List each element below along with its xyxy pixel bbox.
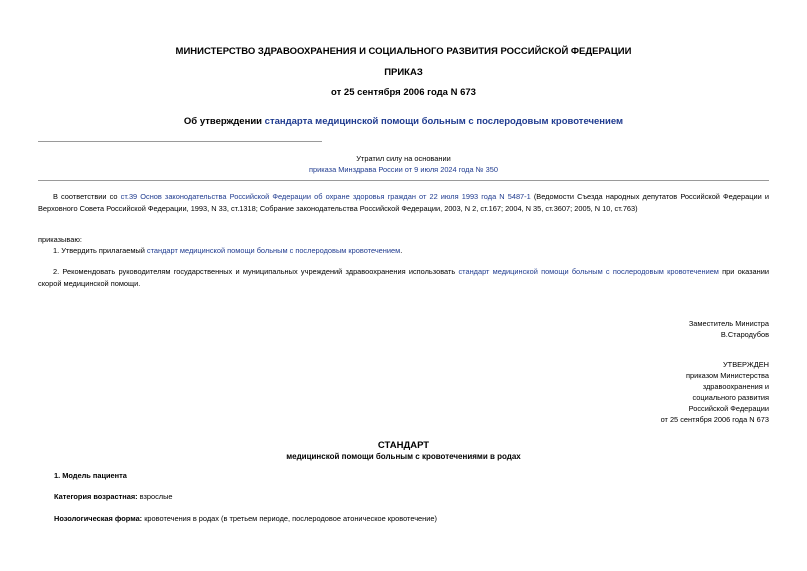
nosology-value: кровотечения в родах (в третьем периоде, послеродовое атоническое кровотечение) xyxy=(142,514,437,523)
order-title-prefix: Об утверждении xyxy=(183,116,265,127)
preamble-rest: (Ведомости Съезда народных депутатов Российской Федерации и Верховного Совета Российской Федерации, 1993, N 33, ст.1318; Собрание законодательства Российской Федерации, 2003, N 2, ст.167; 2004, N 35, ст.3607; 2005, N 10, ст.763) xyxy=(38,192,769,213)
preamble-law-link[interactable]: ст.39 Основ законодательства Российской Федерации об охране здоровья граждан от 22 июля 1993 года N 5487-1 xyxy=(120,192,531,201)
approval-line-2: приказом Министерства xyxy=(686,371,769,380)
approval-line-3: здравоохранения и xyxy=(702,382,769,391)
approval-line-6: от 25 сентября 2006 года N 673 xyxy=(660,415,769,424)
doc-type: ПРИКАЗ xyxy=(384,67,423,78)
item1-suffix: . xyxy=(400,246,403,255)
approval-line-4: социального развития xyxy=(692,393,769,402)
divider-full xyxy=(38,180,769,181)
order-item-1 xyxy=(38,245,769,257)
age-category-value: взрослые xyxy=(137,492,173,501)
item1-standard-link[interactable]: стандарт медицинской помощи больным с послеродовым кровотечением xyxy=(146,246,401,255)
approval-heading: УТВЕРЖДЕН xyxy=(722,360,769,369)
nosology-form xyxy=(54,513,437,524)
item1-prefix: 1. Утвердить прилагаемый xyxy=(53,246,147,255)
ministry-title: МИНИСТЕРСТВО ЗДРАВООХРАНЕНИЯ И СОЦИАЛЬНОГО РАЗВИТИЯ РОССИЙСКОЙ ФЕДЕРАЦИИ xyxy=(175,46,632,57)
item2-suffix: при оказании скорой медицинской помощи. xyxy=(38,267,769,288)
order-title-link[interactable]: стандарта медицинской помощи больным с послеродовым кровотечением xyxy=(264,116,624,127)
standard-subheading: медицинской помощи больным с кровотечениями в родах xyxy=(286,452,521,461)
order-date: от 25 сентября 2006 года N 673 xyxy=(331,87,476,98)
approval-line-5: Российской Федерации xyxy=(688,404,769,413)
order-title xyxy=(0,116,807,127)
standard-heading: СТАНДАРТ xyxy=(377,440,430,451)
divider-top xyxy=(38,141,322,142)
age-category-label: Категория возрастная: xyxy=(54,492,138,501)
age-category xyxy=(54,491,173,502)
item2-prefix: 2. Рекомендовать руководителям государственных и муниципальных учреждений здравоохранения использовать xyxy=(53,267,459,276)
nosology-label: Нозологическая форма: xyxy=(54,514,143,523)
preamble-paragraph xyxy=(38,191,769,214)
item2-standard-link[interactable]: стандарт медицинской помощи больным с послеродовым кровотечением xyxy=(458,267,719,276)
signature-position: Заместитель Министра xyxy=(688,319,769,328)
notice-link[interactable]: приказа Минздрава России от 9 июля 2024 года № 350 xyxy=(309,165,498,174)
prikazyvayu: приказываю: xyxy=(38,235,82,244)
signature-name: В.Стародубов xyxy=(720,330,769,339)
section-patient-model: 1. Модель пациента xyxy=(54,471,127,480)
notice-line-1: Утратил силу на основании xyxy=(356,154,451,163)
preamble-intro: В соответствии со xyxy=(53,192,121,201)
order-item-2 xyxy=(38,266,769,289)
